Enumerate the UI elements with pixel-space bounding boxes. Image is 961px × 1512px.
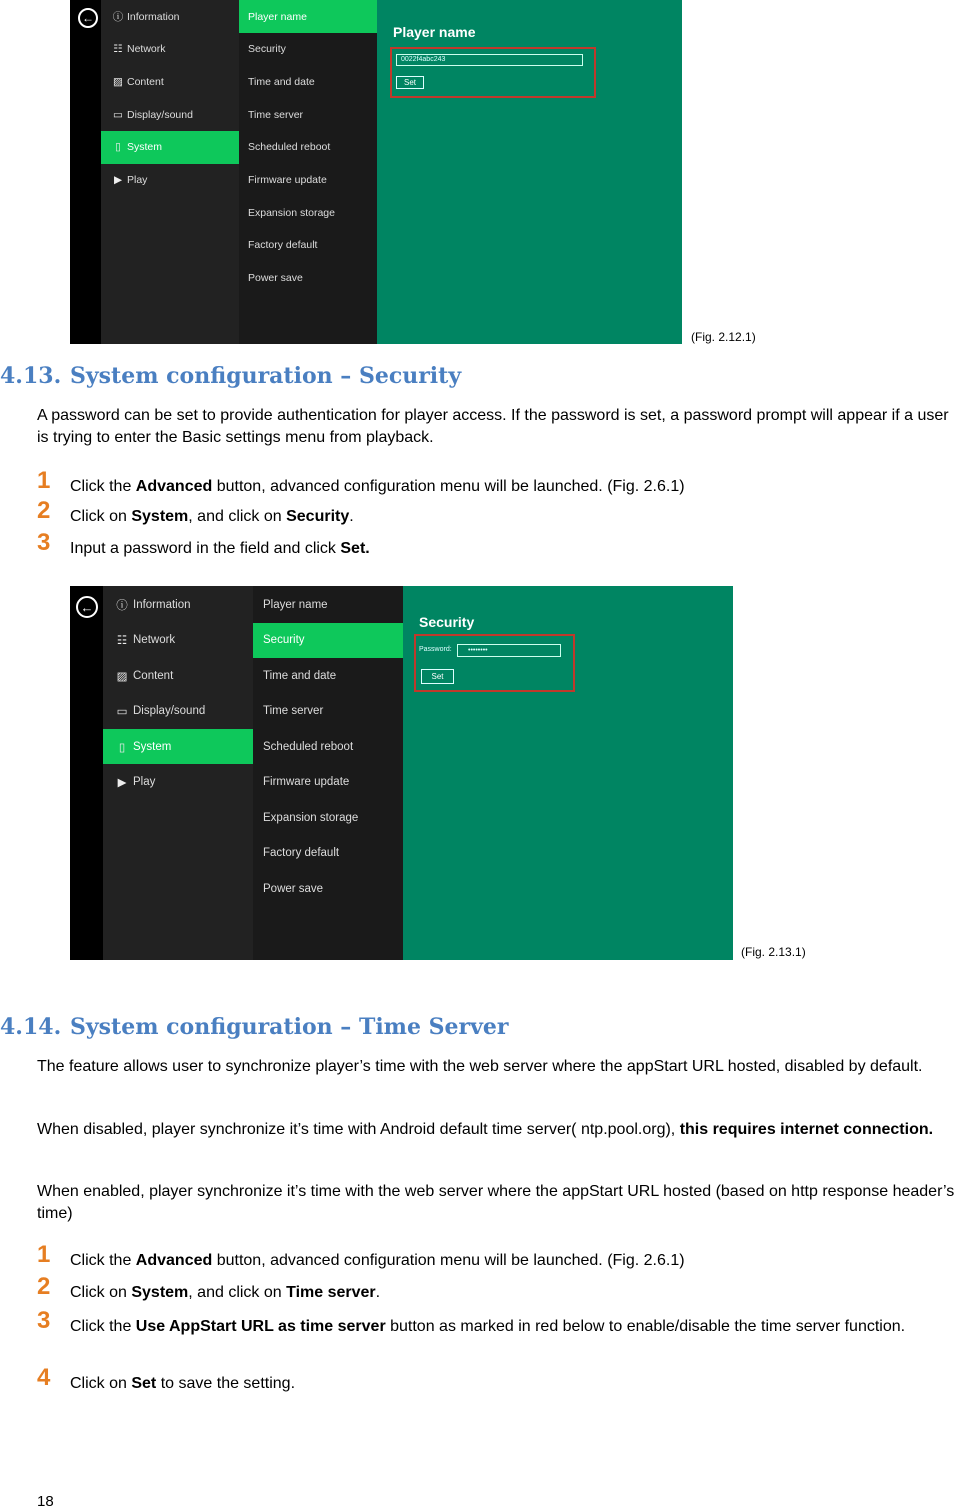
password-label: Password:	[419, 646, 452, 653]
info-icon: ⓘ	[112, 11, 124, 23]
menu-item-label: Play	[133, 776, 156, 788]
back-arrow-icon[interactable]: ←	[78, 8, 98, 28]
set-button[interactable]: Set	[396, 76, 424, 89]
menu-item-label: System	[133, 740, 172, 753]
submenu-item-time-server[interactable]: Time server	[248, 108, 304, 121]
menu-item-network[interactable]	[101, 33, 239, 66]
submenu-item-player-name[interactable]: Player name	[263, 598, 328, 611]
submenu-item-factory-default[interactable]: Factory default	[248, 239, 318, 252]
section-paragraph: A password can be set to provide authentication for player access. If the password is set, a password prompt will appear if a user is trying to enter the Basic settings menu from playback.	[37, 407, 949, 446]
figure-2-13-1-screenshot	[70, 586, 733, 960]
submenu-item-firmware-update[interactable]: Firmware update	[263, 776, 350, 788]
section-paragraph: The feature allows user to synchronize player’s time with the web server where the appStart URL hosted, disabled by default.	[37, 1058, 923, 1075]
settings-pane	[403, 586, 733, 960]
figure-2-12-1-screenshot	[70, 0, 682, 344]
menu-item-network[interactable]	[103, 623, 253, 658]
system-submenu	[239, 0, 377, 344]
menu-item-label: Display/sound	[133, 705, 206, 717]
menu-item-label: Information	[133, 598, 191, 611]
menu-item-label: Network	[127, 43, 166, 56]
menu-item-label: Content	[127, 75, 164, 88]
menu-item-label: Play	[127, 174, 148, 186]
submenu-item-security[interactable]: Security	[248, 43, 286, 56]
menu-item-label: Information	[127, 10, 180, 23]
content-icon: ▨	[116, 670, 128, 683]
menu-item-information[interactable]	[103, 587, 253, 622]
password-field[interactable]: ••••••••	[457, 644, 561, 657]
display-icon: ▭	[113, 108, 123, 121]
page-number: 18	[37, 1493, 54, 1510]
main-menu	[103, 586, 253, 960]
pane-title: Player name	[393, 24, 476, 40]
menu-item-label: Content	[133, 669, 174, 682]
submenu-item-firmware-update[interactable]: Firmware update	[248, 174, 327, 186]
menu-item-label: Display/sound	[127, 108, 193, 121]
menu-item-label: Network	[133, 634, 176, 646]
submenu-item-player-name[interactable]: Player name	[239, 0, 377, 33]
play-icon: ▶	[113, 174, 123, 186]
section-heading: 4.14. System configuration – Time Server	[0, 1014, 509, 1040]
menu-item-content[interactable]	[101, 65, 239, 98]
section-paragraph: When enabled, player synchronize it’s time with the web server where the appStart URL hosted (based on http response header’s time)	[37, 1183, 955, 1222]
submenu-item-power-save[interactable]: Power save	[248, 272, 303, 285]
section-paragraph: When disabled, player synchronize it’s time with Android default time server( ntp.pool.org), this requires internet connection.	[37, 1121, 934, 1138]
menu-item-display-sound[interactable]	[103, 694, 253, 729]
menu-item-information[interactable]	[101, 0, 239, 33]
info-icon: ⓘ	[116, 599, 128, 612]
system-icon: ▯	[115, 141, 121, 154]
submenu-item-factory-default[interactable]: Factory default	[263, 847, 340, 859]
player-name-field[interactable]: 0022f4abc243	[396, 54, 583, 66]
system-icon: ▯	[118, 741, 126, 754]
menu-item-content[interactable]	[103, 658, 253, 693]
menu-item-play[interactable]	[101, 164, 239, 197]
submenu-item-power-save[interactable]: Power save	[263, 882, 324, 895]
menu-item-display-sound[interactable]	[101, 98, 239, 131]
content-icon: ▨	[113, 75, 123, 88]
submenu-item-expansion-storage[interactable]: Expansion storage	[263, 811, 359, 824]
network-icon: ☷	[116, 635, 128, 647]
submenu-item-time-and-date[interactable]: Time and date	[263, 669, 337, 682]
submenu-item-security[interactable]: Security	[253, 623, 403, 658]
figure-caption: (Fig. 2.13.1)	[741, 945, 806, 959]
menu-item-system[interactable]	[103, 729, 253, 764]
menu-item-play[interactable]	[103, 765, 253, 800]
submenu-item-scheduled-reboot[interactable]: Scheduled reboot	[248, 141, 331, 154]
menu-item-system[interactable]	[101, 131, 239, 164]
submenu-item-time-server[interactable]: Time server	[263, 705, 324, 717]
back-arrow-icon[interactable]: ←	[76, 596, 98, 618]
main-menu	[101, 0, 239, 344]
menu-item-label: System	[127, 141, 163, 154]
network-icon: ☷	[113, 43, 123, 56]
submenu-item-expansion-storage[interactable]: Expansion storage	[248, 206, 335, 219]
figure-caption: (Fig. 2.12.1)	[691, 330, 756, 344]
system-submenu	[253, 586, 403, 960]
submenu-item-time-and-date[interactable]: Time and date	[248, 75, 315, 88]
set-button[interactable]: Set	[421, 669, 454, 684]
settings-pane	[377, 0, 682, 344]
display-icon: ▭	[116, 706, 128, 718]
submenu-item-scheduled-reboot[interactable]: Scheduled reboot	[263, 740, 354, 753]
section-heading: 4.13. System configuration – Security	[0, 363, 462, 389]
play-icon: ▶	[117, 777, 127, 789]
pane-title: Security	[419, 614, 475, 630]
